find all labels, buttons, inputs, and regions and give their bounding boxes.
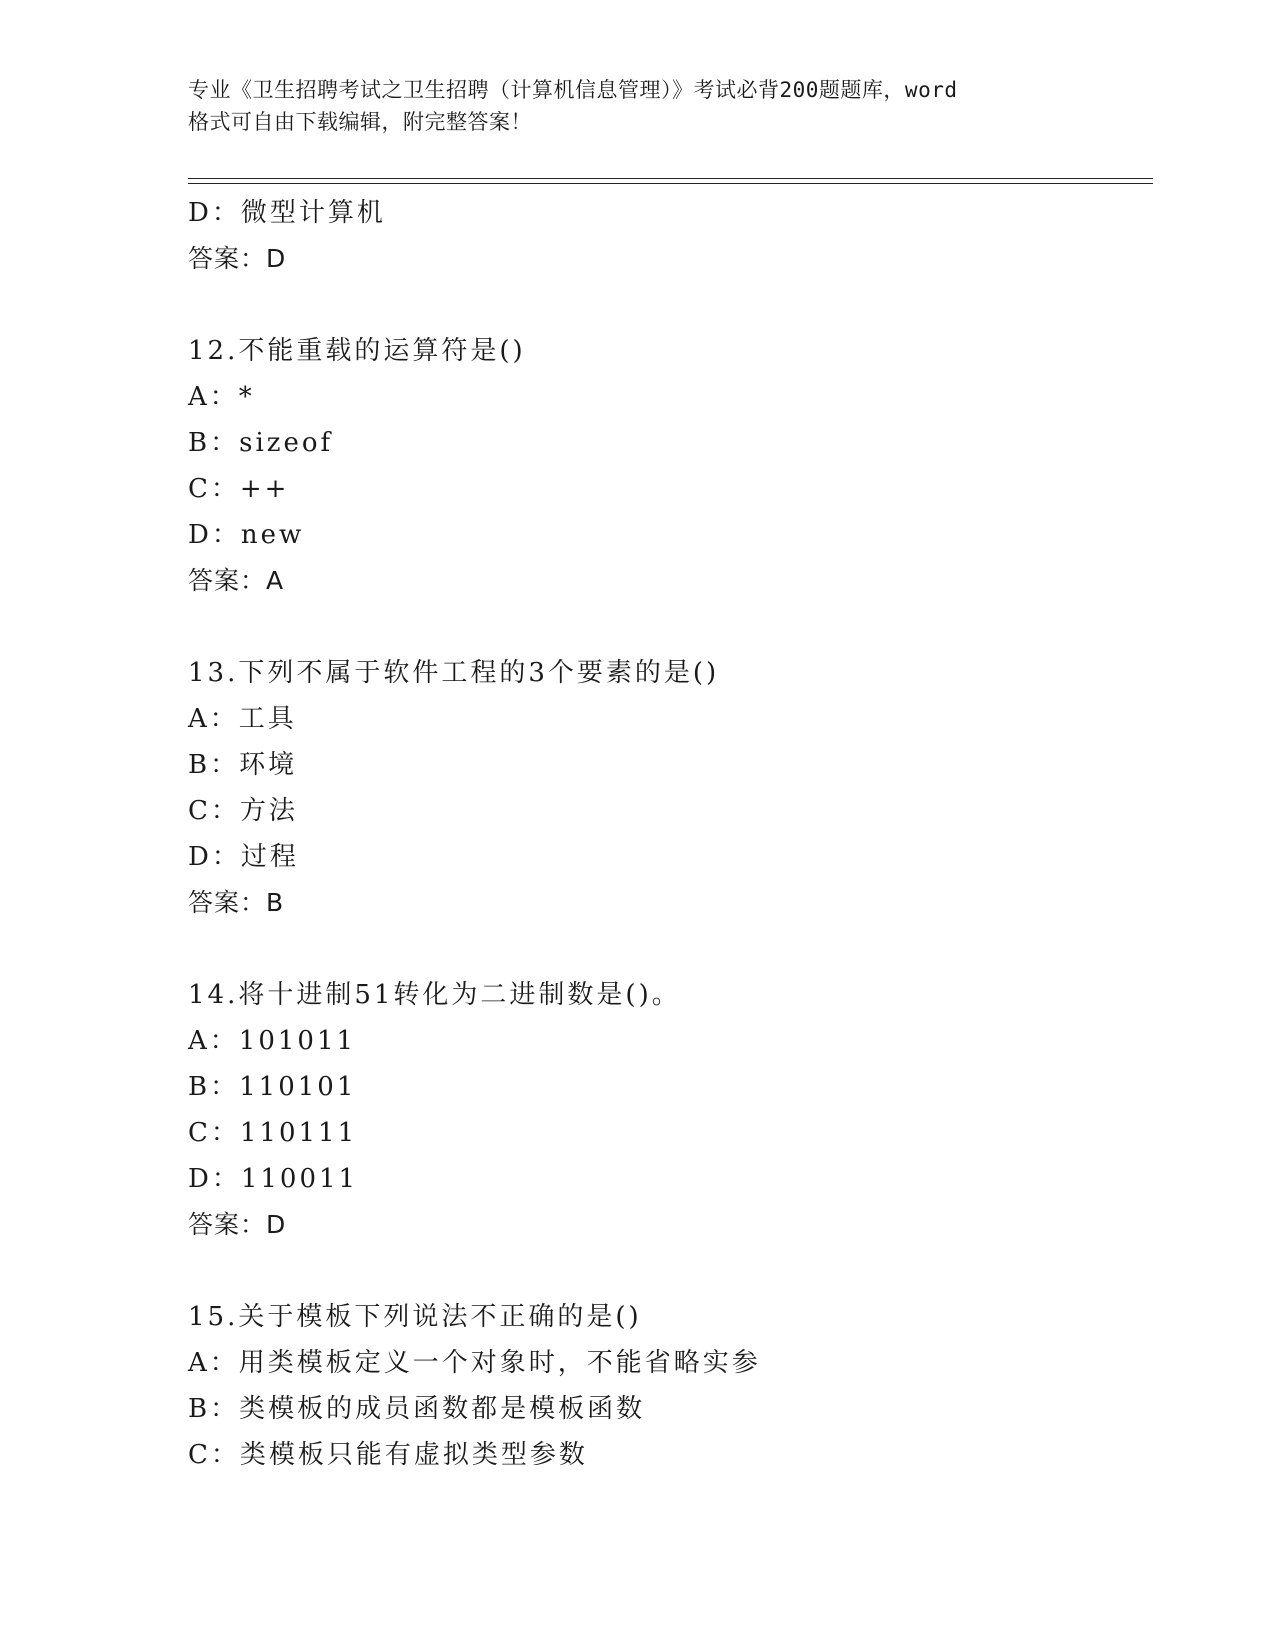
q13-option-a: A：工具 <box>188 704 297 734</box>
spacer <box>188 282 1148 328</box>
q14-option-d: D：110011 <box>188 1164 359 1194</box>
header-line-1: 专业《卫生招聘考试之卫生招聘（计算机信息管理）》考试必背200题题库，word <box>188 78 958 102</box>
q13-option-b: B：环境 <box>188 750 298 780</box>
q14-option-b: B：110101 <box>188 1072 357 1102</box>
q12-option-c: C：++ <box>188 474 290 504</box>
q15-option-c: C：类模板只能有虚拟类型参数 <box>188 1440 588 1470</box>
q14-option-c: C：110111 <box>188 1118 358 1148</box>
q13-option-c: C：方法 <box>188 796 298 826</box>
spacer <box>188 604 1148 650</box>
q14-option-a: A：101011 <box>188 1026 357 1056</box>
q11-option-d: D：微型计算机 <box>188 198 386 228</box>
q11-answer: 答案：D <box>188 244 287 273</box>
header-line-2: 格式可自由下载编辑，附完整答案！ <box>188 110 532 134</box>
question-list <box>188 190 1148 1478</box>
q12-option-d: D：new <box>188 520 305 550</box>
spacer <box>188 1248 1148 1294</box>
spacer <box>188 926 1148 972</box>
q12-question: 12.不能重载的运算符是() <box>188 336 526 366</box>
q15-option-b: B：类模板的成员函数都是模板函数 <box>188 1394 646 1424</box>
q15-question: 15.关于模板下列说法不正确的是() <box>188 1302 642 1332</box>
q12-option-a: A：* <box>188 382 255 412</box>
q13-option-d: D：过程 <box>188 842 299 872</box>
q13-answer: 答案：B <box>188 888 285 917</box>
q12-option-b: B：sizeof <box>188 428 334 458</box>
q14-question: 14.将十进制51转化为二进制数是()。 <box>188 980 681 1010</box>
header-divider-bottom <box>188 183 1153 184</box>
header-divider-top <box>188 178 1153 179</box>
document-header <box>188 74 1088 138</box>
q12-answer: 答案：A <box>188 566 285 595</box>
q15-option-a: A：用类模板定义一个对象时，不能省略实参 <box>188 1348 761 1378</box>
q14-answer: 答案：D <box>188 1210 287 1239</box>
q13-question: 13.下列不属于软件工程的3个要素的是() <box>188 658 720 688</box>
